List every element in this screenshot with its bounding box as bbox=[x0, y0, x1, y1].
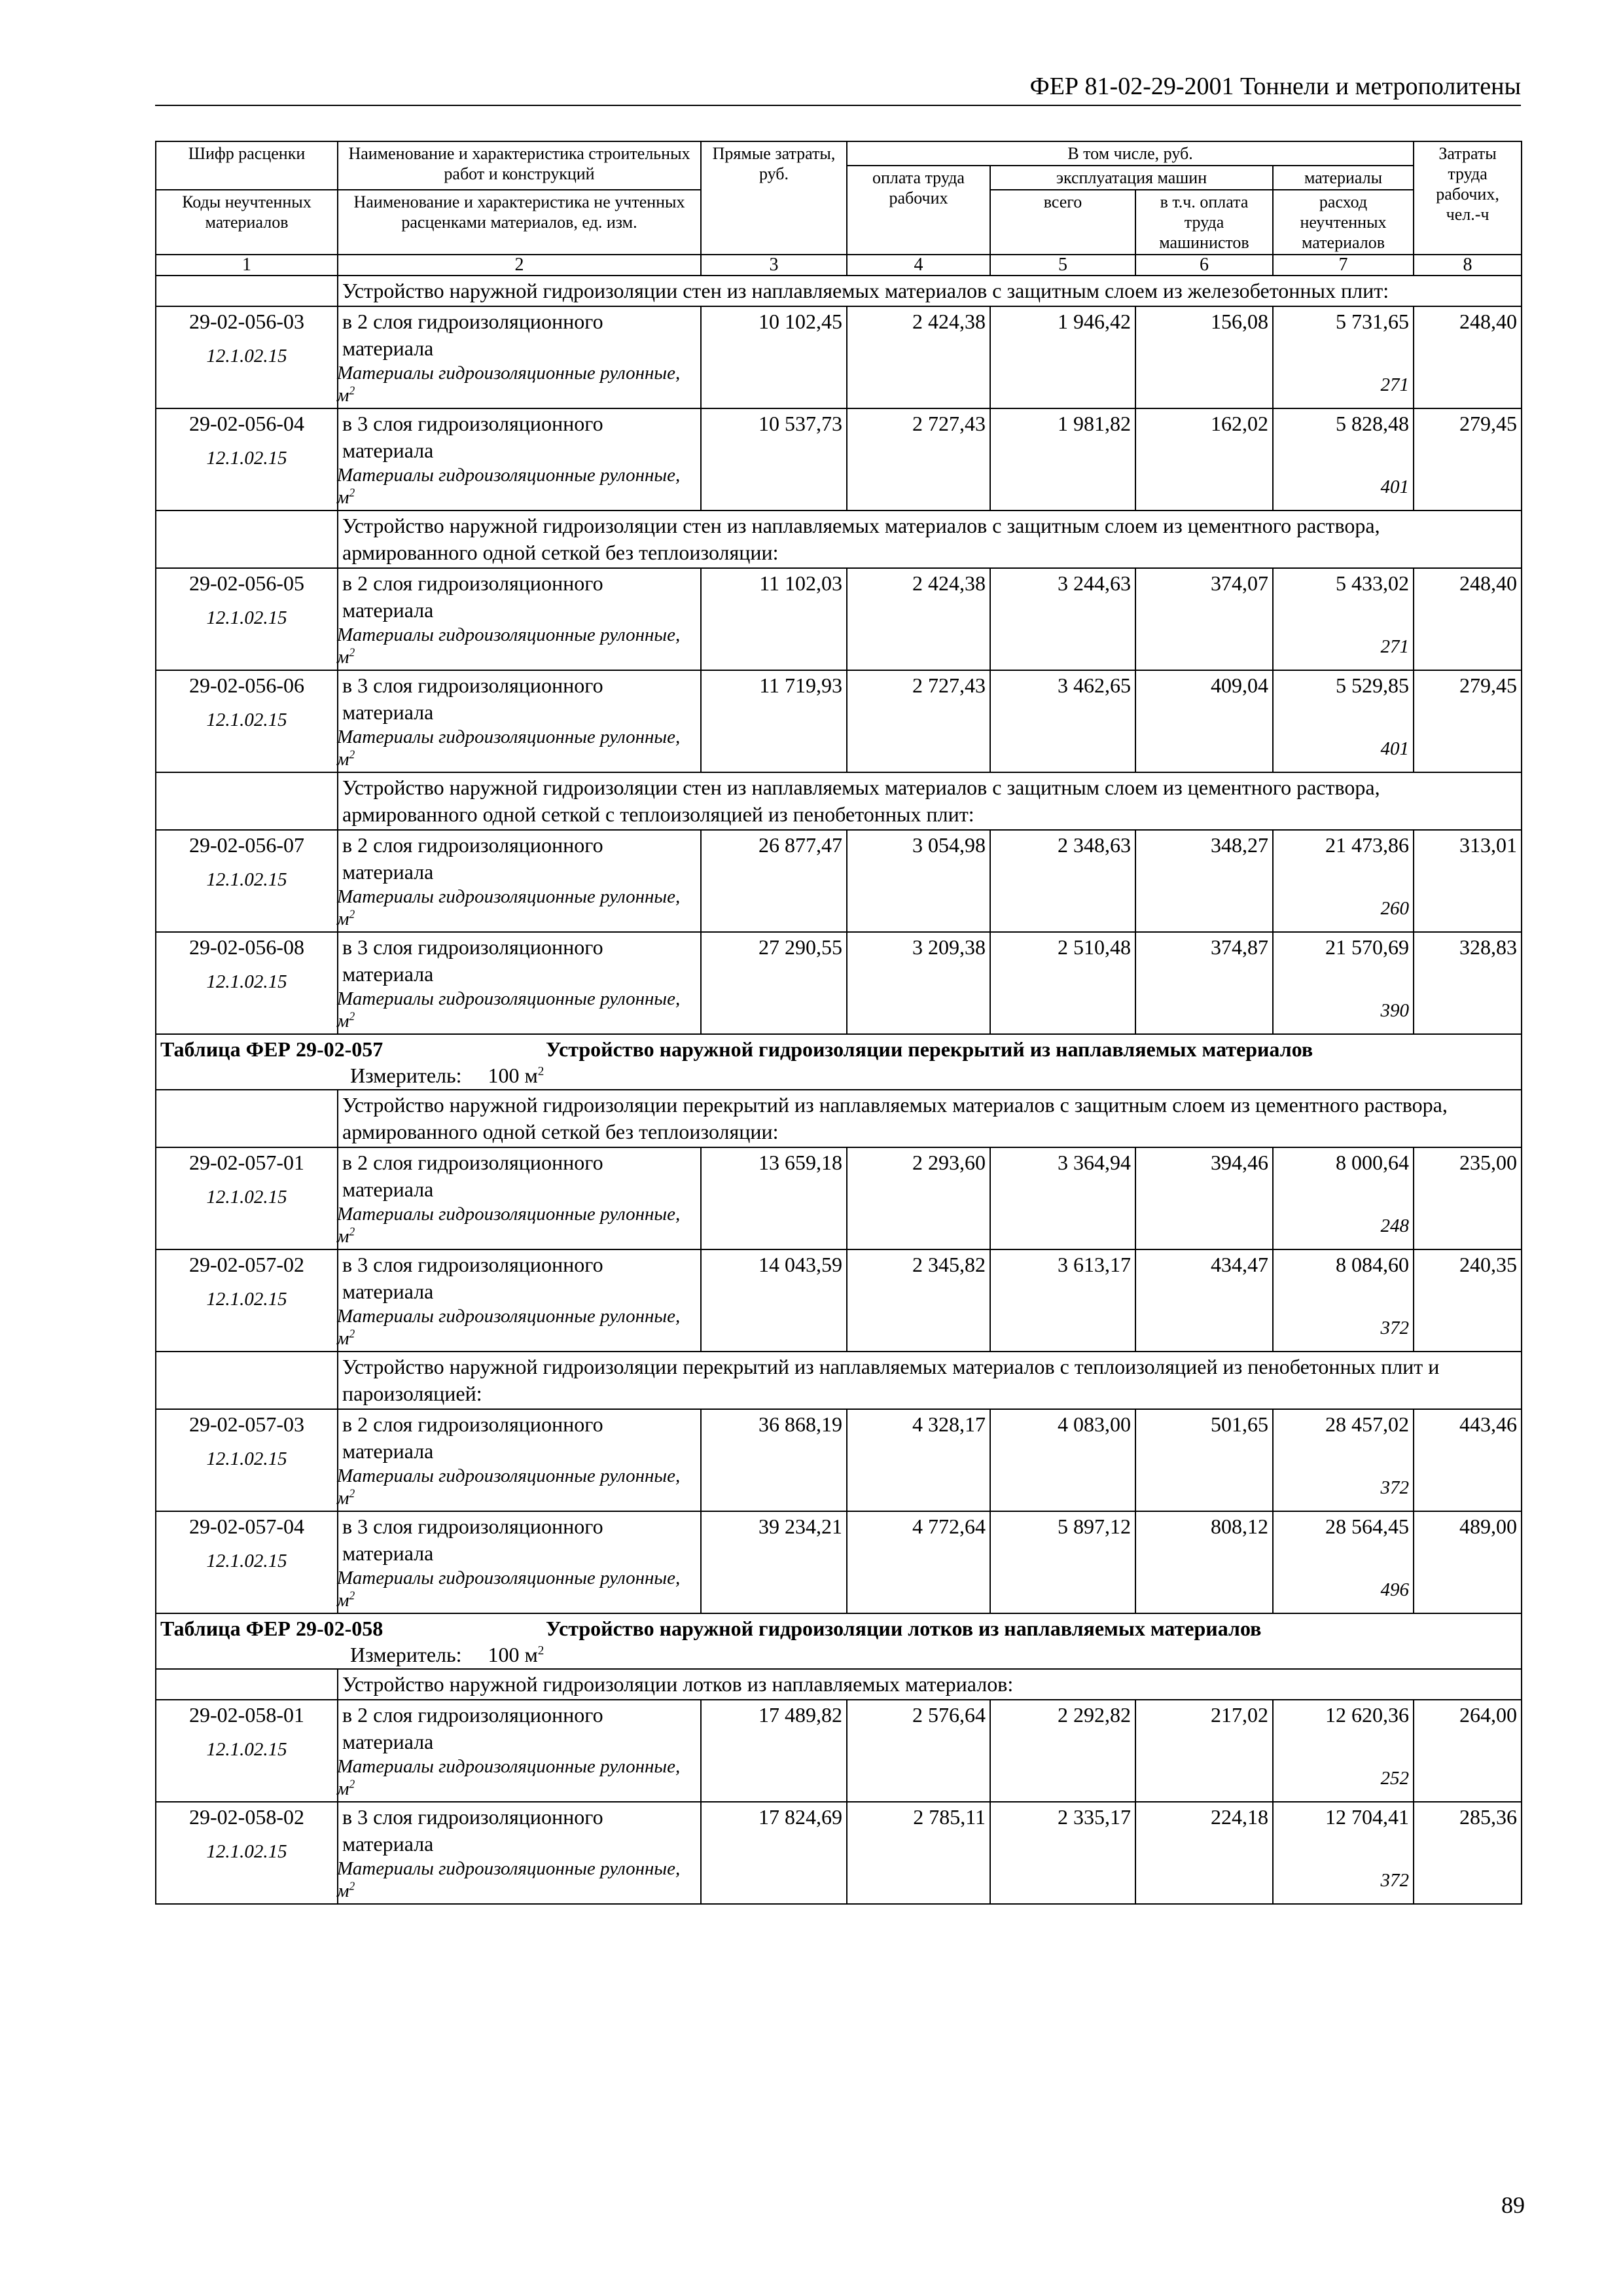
rate-cipher: 29-02-056-05 12.1.02.15 bbox=[156, 568, 338, 670]
rate-cipher: 29-02-056-08 12.1.02.15 bbox=[156, 932, 338, 1034]
material-code: 12.1.02.15 bbox=[206, 607, 287, 628]
direct-costs: 17 824,69 bbox=[701, 1802, 847, 1904]
materials-cost: 21 473,86 260 bbox=[1273, 830, 1414, 932]
material-quantity: 271 bbox=[1380, 636, 1410, 657]
material-quantity: 401 bbox=[1380, 738, 1410, 759]
direct-costs: 11 102,03 bbox=[701, 568, 847, 670]
col-labor-costs-header: Затраты труда рабочих, чел.-ч bbox=[1414, 141, 1522, 255]
direct-costs: 36 868,19 bbox=[701, 1409, 847, 1511]
col-name-header: Наименование и характеристика строительных работ и конструкций bbox=[338, 141, 701, 190]
machinist-pay: 374,07 bbox=[1135, 568, 1273, 670]
material-name: Материалы гидроизоляционные рулонные, $м^2$ bbox=[337, 1465, 681, 1509]
machinist-pay: 156,08 bbox=[1135, 306, 1273, 408]
table-row bbox=[156, 1802, 1522, 1904]
machinist-pay: 224,18 bbox=[1135, 1802, 1273, 1904]
machines-total: 3 244,63 bbox=[990, 568, 1135, 670]
machines-total: 3 364,94 bbox=[990, 1147, 1135, 1249]
table-row bbox=[156, 408, 1522, 511]
machines-total: 2 510,48 bbox=[990, 932, 1135, 1034]
table-label: Таблица ФЕР 29-02-057 bbox=[160, 1037, 383, 1061]
machines-total: 1 981,82 bbox=[990, 408, 1135, 511]
material-code: 12.1.02.15 bbox=[206, 1289, 287, 1310]
rate-cipher: 29-02-056-06 12.1.02.15 bbox=[156, 670, 338, 772]
material-code: 12.1.02.15 bbox=[206, 1551, 287, 1571]
material-code: 12.1.02.15 bbox=[206, 1187, 287, 1208]
rate-cipher: 29-02-056-07 12.1.02.15 bbox=[156, 830, 338, 932]
labor-hours: 279,45 bbox=[1414, 670, 1522, 772]
table-row bbox=[156, 1511, 1522, 1613]
labor-pay: 2 727,43 bbox=[847, 408, 990, 511]
table-row bbox=[156, 306, 1522, 408]
material-code: 12.1.02.15 bbox=[206, 709, 287, 730]
col-materials-header: материалы bbox=[1273, 166, 1414, 190]
section-row bbox=[156, 276, 1522, 306]
machines-total: 2 292,82 bbox=[990, 1700, 1135, 1802]
materials-cost: 8 000,64 248 bbox=[1273, 1147, 1414, 1249]
work-name: в 3 слоя гидроизоляционного материала Материалы гидроизоляционные рулонные, $м^2$ bbox=[338, 932, 701, 1034]
labor-hours: 279,45 bbox=[1414, 408, 1522, 511]
direct-costs: 10 102,45 bbox=[701, 306, 847, 408]
machinist-pay: 162,02 bbox=[1135, 408, 1273, 511]
machines-total: 3 613,17 bbox=[990, 1249, 1135, 1352]
table-row bbox=[156, 1249, 1522, 1352]
section-row bbox=[156, 772, 1522, 830]
machines-total: 2 348,63 bbox=[990, 830, 1135, 932]
material-code: 12.1.02.15 bbox=[206, 1841, 287, 1862]
measurer: Измеритель: 100 $м^2$ bbox=[350, 1064, 544, 1087]
table-row bbox=[156, 568, 1522, 670]
direct-costs: 39 234,21 bbox=[701, 1511, 847, 1613]
col-machinist-pay-header: в т.ч. оплата труда машинистов bbox=[1135, 190, 1273, 255]
work-name: в 2 слоя гидроизоляционного материала Материалы гидроизоляционные рулонные, $м^2$ bbox=[338, 568, 701, 670]
section-row bbox=[156, 1090, 1522, 1147]
table-row bbox=[156, 1700, 1522, 1802]
measurer: Измеритель: 100 $м^2$ bbox=[350, 1643, 544, 1666]
col-machines-total-header: всего bbox=[990, 190, 1135, 255]
labor-pay: 2 785,11 bbox=[847, 1802, 990, 1904]
section-heading: Устройство наружной гидроизоляции стен из наплавляемых материалов с защитным слоем из цементного раствора, армированного одной сеткой без теплоизоляции: bbox=[338, 511, 1522, 568]
labor-hours: 328,83 bbox=[1414, 932, 1522, 1034]
work-name: в 2 слоя гидроизоляционного материала Материалы гидроизоляционные рулонные, $м^2$ bbox=[338, 1147, 701, 1249]
section-row bbox=[156, 1352, 1522, 1409]
material-name: Материалы гидроизоляционные рулонные, $м^2$ bbox=[337, 363, 681, 406]
machinist-pay: 217,02 bbox=[1135, 1700, 1273, 1802]
material-name: Материалы гидроизоляционные рулонные, $м^2$ bbox=[337, 1756, 681, 1799]
work-name: в 3 слоя гидроизоляционного материала Материалы гидроизоляционные рулонные, $м^2$ bbox=[338, 1249, 701, 1352]
rate-cipher: 29-02-057-01 12.1.02.15 bbox=[156, 1147, 338, 1249]
machinist-pay: 409,04 bbox=[1135, 670, 1273, 772]
materials-cost: 28 457,02 372 bbox=[1273, 1409, 1414, 1511]
machines-total: 4 083,00 bbox=[990, 1409, 1135, 1511]
machines-total: 2 335,17 bbox=[990, 1802, 1135, 1904]
direct-costs: 13 659,18 bbox=[701, 1147, 847, 1249]
labor-pay: 2 293,60 bbox=[847, 1147, 990, 1249]
labor-hours: 235,00 bbox=[1414, 1147, 1522, 1249]
labor-hours: 248,40 bbox=[1414, 306, 1522, 408]
material-quantity: 372 bbox=[1380, 1477, 1410, 1498]
material-quantity: 401 bbox=[1380, 476, 1410, 497]
material-code: 12.1.02.15 bbox=[206, 346, 287, 367]
rate-cipher: 29-02-056-04 12.1.02.15 bbox=[156, 408, 338, 511]
material-quantity: 271 bbox=[1380, 374, 1410, 395]
rate-cipher: 29-02-057-03 12.1.02.15 bbox=[156, 1409, 338, 1511]
machinist-pay: 394,46 bbox=[1135, 1147, 1273, 1249]
section-heading: Устройство наружной гидроизоляции лотков из наплавляемых материалов: bbox=[338, 1669, 1522, 1700]
material-quantity: 372 bbox=[1380, 1870, 1410, 1891]
labor-pay: 4 772,64 bbox=[847, 1511, 990, 1613]
work-name: в 2 слоя гидроизоляционного материала Материалы гидроизоляционные рулонные, $м^2$ bbox=[338, 1700, 701, 1802]
col-including-header: В том числе, руб. bbox=[847, 141, 1414, 166]
material-quantity: 248 bbox=[1380, 1215, 1410, 1236]
section-row bbox=[156, 1669, 1522, 1700]
materials-cost: 5 828,48 401 bbox=[1273, 408, 1414, 511]
price-table bbox=[155, 141, 1522, 1905]
machines-total: 3 462,65 bbox=[990, 670, 1135, 772]
section-heading: Устройство наружной гидроизоляции перекрытий из наплавляемых материалов с защитным слоем из цементного раствора, армированного одной сеткой без теплоизоляции: bbox=[338, 1090, 1522, 1147]
materials-cost: 21 570,69 390 bbox=[1273, 932, 1414, 1034]
material-name: Материалы гидроизоляционные рулонные, $м^2$ bbox=[337, 988, 681, 1031]
machinist-pay: 434,47 bbox=[1135, 1249, 1273, 1352]
section-heading: Устройство наружной гидроизоляции перекрытий из наплавляемых материалов с теплоизоляцией из пенобетонных плит и пароизоляцией: bbox=[338, 1352, 1522, 1409]
section-row bbox=[156, 511, 1522, 568]
document-header: ФЕР 81-02-29-2001 Тоннели и метрополитены bbox=[155, 72, 1521, 106]
material-name: Материалы гидроизоляционные рулонные, $м^2$ bbox=[337, 1204, 681, 1247]
labor-hours: 443,46 bbox=[1414, 1409, 1522, 1511]
machinist-pay: 808,12 bbox=[1135, 1511, 1273, 1613]
col-direct-header: Прямые затраты, руб. bbox=[701, 141, 847, 255]
rate-cipher: 29-02-057-02 12.1.02.15 bbox=[156, 1249, 338, 1352]
col-cipher-header: Шифр расценки bbox=[156, 141, 338, 190]
labor-hours: 240,35 bbox=[1414, 1249, 1522, 1352]
material-code: 12.1.02.15 bbox=[206, 869, 287, 890]
material-name: Материалы гидроизоляционные рулонные, $м^2$ bbox=[337, 726, 681, 770]
material-name: Материалы гидроизоляционные рулонные, $м^2$ bbox=[337, 1568, 681, 1611]
machinist-pay: 348,27 bbox=[1135, 830, 1273, 932]
table-title: Устройство наружной гидроизоляции перекрытий из наплавляемых материалов bbox=[546, 1037, 1313, 1061]
col-materials-sub-header: расход неучтенных материалов bbox=[1273, 190, 1414, 255]
material-quantity: 390 bbox=[1380, 1000, 1410, 1021]
material-code: 12.1.02.15 bbox=[206, 971, 287, 992]
labor-pay: 2 345,82 bbox=[847, 1249, 990, 1352]
material-name: Материалы гидроизоляционные рулонные, $м^2$ bbox=[337, 1306, 681, 1349]
section-heading: Устройство наружной гидроизоляции стен из наплавляемых материалов с защитным слоем из железобетонных плит: bbox=[338, 276, 1522, 306]
labor-pay: 4 328,17 bbox=[847, 1409, 990, 1511]
direct-costs: 26 877,47 bbox=[701, 830, 847, 932]
rate-cipher: 29-02-056-03 12.1.02.15 bbox=[156, 306, 338, 408]
work-name: в 2 слоя гидроизоляционного материала Материалы гидроизоляционные рулонные, $м^2$ bbox=[338, 306, 701, 408]
work-name: в 3 слоя гидроизоляционного материала Материалы гидроизоляционные рулонные, $м^2$ bbox=[338, 1511, 701, 1613]
materials-cost: 5 433,02 271 bbox=[1273, 568, 1414, 670]
labor-hours: 248,40 bbox=[1414, 568, 1522, 670]
labor-pay: 3 209,38 bbox=[847, 932, 990, 1034]
col-unaccounted-header: Наименование и характеристика не учтенных расценками материалов, ед. изм. bbox=[338, 190, 701, 255]
material-name: Материалы гидроизоляционные рулонные, $м^2$ bbox=[337, 886, 681, 929]
header-row bbox=[156, 141, 1522, 166]
rate-cipher: 29-02-058-02 12.1.02.15 bbox=[156, 1802, 338, 1904]
materials-cost: 8 084,60 372 bbox=[1273, 1249, 1414, 1352]
machines-total: 5 897,12 bbox=[990, 1511, 1135, 1613]
labor-hours: 285,36 bbox=[1414, 1802, 1522, 1904]
material-quantity: 496 bbox=[1380, 1579, 1410, 1600]
material-name: Материалы гидроизоляционные рулонные, $м^2$ bbox=[337, 465, 681, 508]
material-code: 12.1.02.15 bbox=[206, 448, 287, 469]
materials-cost: 5 731,65 271 bbox=[1273, 306, 1414, 408]
labor-hours: 313,01 bbox=[1414, 830, 1522, 932]
work-name: в 2 слоя гидроизоляционного материала Материалы гидроизоляционные рулонные, $м^2$ bbox=[338, 1409, 701, 1511]
material-code: 12.1.02.15 bbox=[206, 1448, 287, 1469]
direct-costs: 17 489,82 bbox=[701, 1700, 847, 1802]
table-row bbox=[156, 670, 1522, 772]
labor-pay: 3 054,98 bbox=[847, 830, 990, 932]
materials-cost: 28 564,45 496 bbox=[1273, 1511, 1414, 1613]
table-row bbox=[156, 1409, 1522, 1511]
page-number: 89 bbox=[1501, 2192, 1525, 2218]
table-row bbox=[156, 830, 1522, 932]
direct-costs: 11 719,93 bbox=[701, 670, 847, 772]
material-name: Материалы гидроизоляционные рулонные, $м^2$ bbox=[337, 624, 681, 668]
labor-pay: 2 424,38 bbox=[847, 306, 990, 408]
table-title: Устройство наружной гидроизоляции лотков из наплавляемых материалов bbox=[546, 1617, 1262, 1640]
direct-costs: 27 290,55 bbox=[701, 932, 847, 1034]
rate-cipher: 29-02-058-01 12.1.02.15 bbox=[156, 1700, 338, 1802]
rate-cipher: 29-02-057-04 12.1.02.15 bbox=[156, 1511, 338, 1613]
labor-pay: 2 576,64 bbox=[847, 1700, 990, 1802]
machinist-pay: 501,65 bbox=[1135, 1409, 1273, 1511]
material-name: Материалы гидроизоляционные рулонные, $м^2$ bbox=[337, 1858, 681, 1901]
material-quantity: 260 bbox=[1380, 898, 1410, 919]
col-labor-pay-header: оплата труда рабочих bbox=[847, 166, 990, 255]
direct-costs: 14 043,59 bbox=[701, 1249, 847, 1352]
section-heading: Устройство наружной гидроизоляции стен из наплавляемых материалов с защитным слоем из цементного раствора, армированного одной сеткой с теплоизоляцией из пенобетонных плит: bbox=[338, 772, 1522, 830]
work-name: в 3 слоя гидроизоляционного материала Материалы гидроизоляционные рулонные, $м^2$ bbox=[338, 408, 701, 511]
labor-hours: 264,00 bbox=[1414, 1700, 1522, 1802]
col-machines-header: эксплуатация машин bbox=[990, 166, 1273, 190]
table-title-row bbox=[156, 1034, 1522, 1090]
material-code: 12.1.02.15 bbox=[206, 1739, 287, 1760]
materials-cost: 12 620,36 252 bbox=[1273, 1700, 1414, 1802]
table-row bbox=[156, 932, 1522, 1034]
labor-hours: 489,00 bbox=[1414, 1511, 1522, 1613]
material-quantity: 372 bbox=[1380, 1318, 1410, 1338]
work-name: в 2 слоя гидроизоляционного материала Материалы гидроизоляционные рулонные, $м^2$ bbox=[338, 830, 701, 932]
material-quantity: 252 bbox=[1380, 1768, 1410, 1789]
work-name: в 3 слоя гидроизоляционного материала Материалы гидроизоляционные рулонные, $м^2$ bbox=[338, 670, 701, 772]
labor-pay: 2 424,38 bbox=[847, 568, 990, 670]
column-numbers-row: 1 2 3 4 5 6 7 8 bbox=[156, 255, 1522, 276]
direct-costs: 10 537,73 bbox=[701, 408, 847, 511]
materials-cost: 12 704,41 372 bbox=[1273, 1802, 1414, 1904]
materials-cost: 5 529,85 401 bbox=[1273, 670, 1414, 772]
machines-total: 1 946,42 bbox=[990, 306, 1135, 408]
table-label: Таблица ФЕР 29-02-058 bbox=[160, 1617, 383, 1640]
col-codes-header: Коды неучтенных материалов bbox=[156, 190, 338, 255]
labor-pay: 2 727,43 bbox=[847, 670, 990, 772]
table-row bbox=[156, 1147, 1522, 1249]
work-name: в 3 слоя гидроизоляционного материала Материалы гидроизоляционные рулонные, $м^2$ bbox=[338, 1802, 701, 1904]
table-title-row bbox=[156, 1613, 1522, 1669]
machinist-pay: 374,87 bbox=[1135, 932, 1273, 1034]
